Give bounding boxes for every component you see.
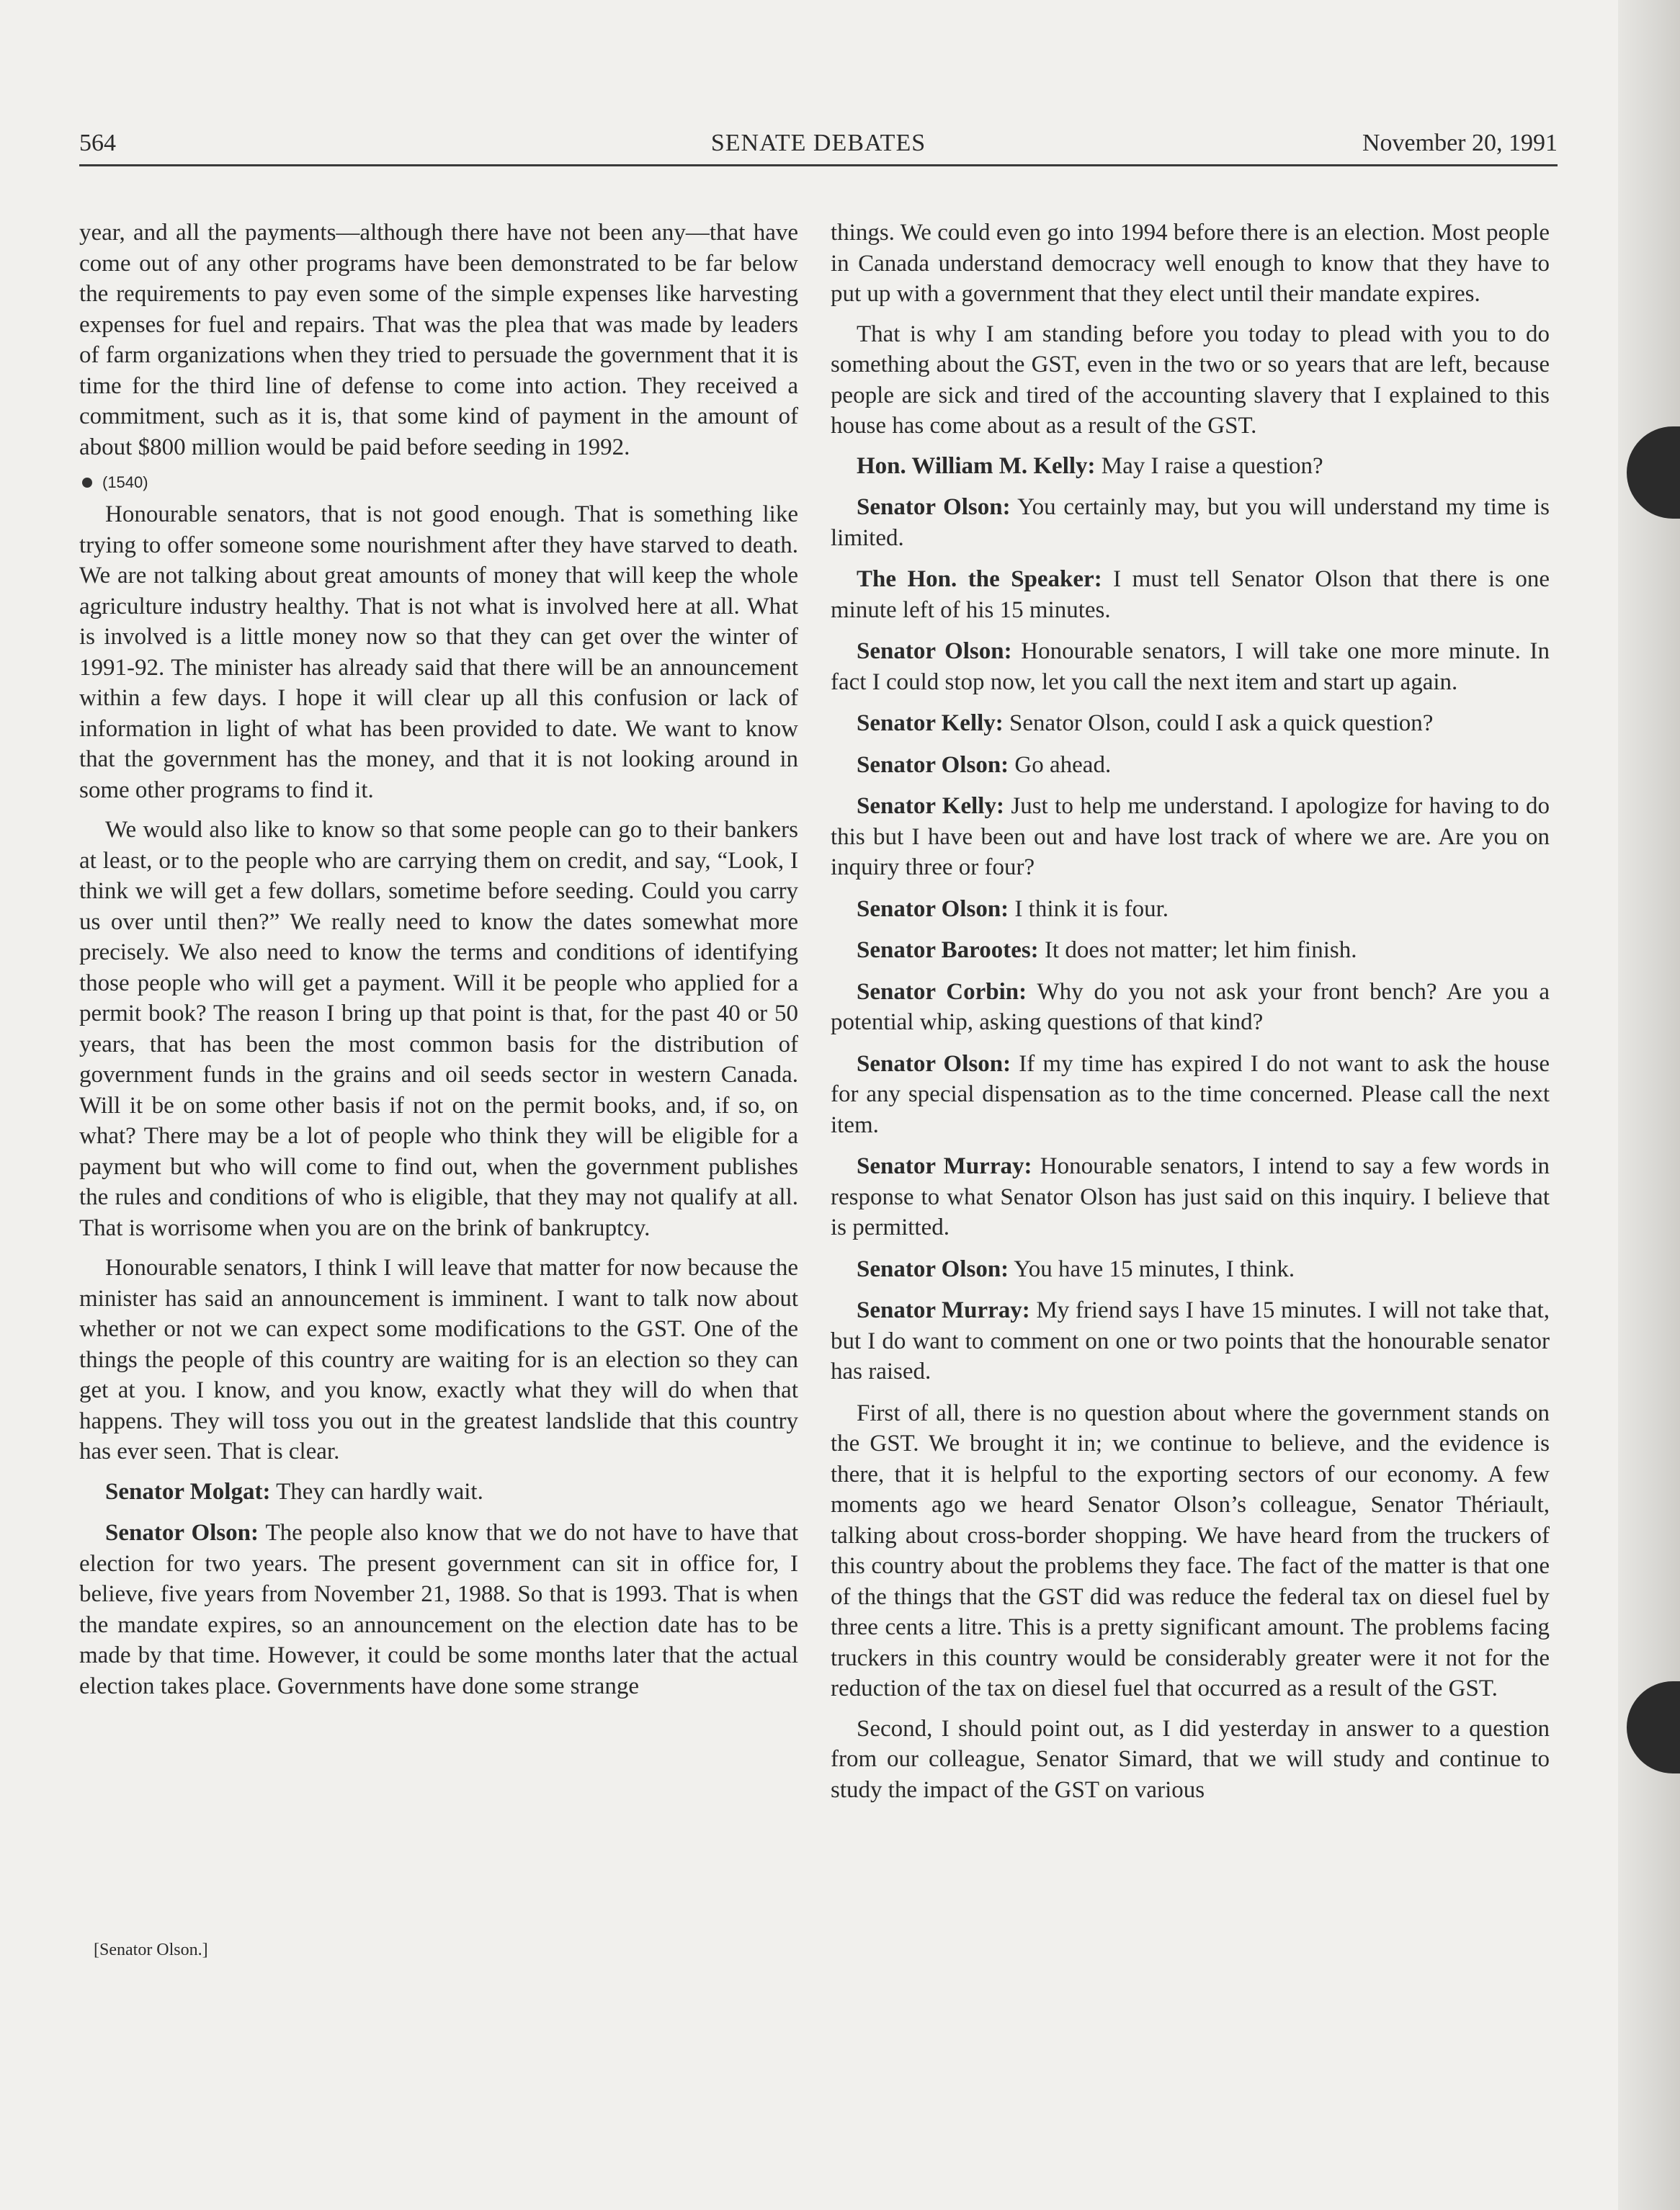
speech-text: I must tell Senator Olson that there is one minute left of his 15 minutes. (831, 566, 1550, 623)
speaker-turn (79, 1518, 798, 1701)
speaker-name: Senator Olson: (857, 751, 1009, 778)
speaker-turn (831, 492, 1550, 553)
speech-text: Honourable senators, I will take one more minute. In fact I could stop now, let you call the next item and start up again. (831, 638, 1550, 695)
speech-text: Just to help me understand. I apologize for having to do this but I have been out and have lost track of where we are. Are you on inquiry three or four? (831, 793, 1550, 880)
time-marker-label: (1540) (102, 473, 148, 491)
speaker-name: The Hon. the Speaker: (857, 566, 1102, 592)
speech-text: You certainly may, but you will understand my time is limited. (831, 494, 1550, 551)
sitting-date: November 20, 1991 (1362, 130, 1558, 156)
speaker-turn (831, 935, 1550, 966)
speech-text: You have 15 minutes, I think. (1014, 1256, 1295, 1282)
speaker-turn (831, 791, 1550, 883)
speech-text: The people also know that we do not have to have that election for two years. The present government can sit in office for, I believe, five years from November 21, 1988. So that is 1993. That is when the mandate expires, so an announcement on the election date has to be made by that time. However, it could be some months later that the actual election takes place. Governments have done some strange (79, 1520, 798, 1699)
speech-text: I think it is four. (1014, 895, 1169, 922)
continued-speaker-note: [Senator Olson.] (94, 1941, 208, 1959)
speech-text: Honourable senators, I intend to say a few words in response to what Senator Olson has just said on this inquiry. I believe that is permitted. (831, 1153, 1550, 1240)
right-column (831, 218, 1550, 1805)
paragraph: Honourable senators, I think I will leave that matter for now because the minister has said an announcement is imminent. I want to talk now about whether or not we can expect some modifications to the GST. One of the things the people of this country are waiting for is an election so they can get at you. I know, and you know, exactly what they will do when that happens. They will toss you out in the greatest landslide that this country has ever seen. That is clear. (79, 1255, 798, 1464)
speaker-name: Senator Olson: (857, 638, 1012, 664)
speech-text: Why do you not ask your front bench? Are you a potential whip, asking questions of that kind? (831, 978, 1550, 1035)
speech-text: They can hardly wait. (276, 1478, 483, 1505)
page-edge-shadow (1618, 0, 1680, 2210)
time-marker (82, 472, 798, 493)
page-header (79, 127, 1558, 166)
page-number: 564 (79, 130, 116, 156)
speaker-turn (831, 1151, 1550, 1243)
speaker-name: Senator Murray: (857, 1297, 1030, 1323)
paragraph: That is why I am standing before you today to plead with you to do something about the GST, even in the two or so years that are left, because people are sick and tired of the accounting slavery that I explained to this house has come about as a result of the GST. (831, 321, 1550, 439)
speaker-turn (831, 977, 1550, 1038)
speaker-turn (831, 636, 1550, 697)
speaker-turn (831, 708, 1550, 739)
speaker-turn (831, 1254, 1550, 1285)
speech-text: Senator Olson, could I ask a quick question? (1009, 710, 1434, 736)
paragraph: year, and all the payments—although there have not been any—that have come out of any other programs have been demonstrated to be far below the requirements to pay even some of the simple expenses like harvesting expenses for fuel and repairs. That was the plea that was made by leaders of farm organizations when they tried to persuade the government that it is time for the third line of defense to come into action. They received a commitment, such as it is, that some kind of payment in the amount of about $800 million would be paid before seeding in 1992. (79, 220, 798, 460)
bullet-icon (82, 478, 92, 488)
speaker-turn (831, 1049, 1550, 1141)
speaker-name: Senator Olson: (857, 494, 1011, 520)
speech-text: May I raise a question? (1101, 452, 1323, 479)
speaker-turn (831, 894, 1550, 925)
left-column (79, 218, 798, 1701)
speech-text: It does not matter; let him finish. (1044, 937, 1357, 963)
speaker-turn (831, 451, 1550, 482)
speaker-name: Senator Kelly: (857, 710, 1004, 736)
paragraph: Honourable senators, that is not good enough. That is something like trying to offer someone some nourishment after they have starved to death. We are not talking about great amounts of money that will keep the whole agriculture industry healthy. That is not what is involved here at all. What is involved is a little money now so that they can get over the winter of 1991-92. The minister has already said that there will be an announcement within a few days. I hope it will clear up all this confusion or lack of information in light of what has been provided to date. We want to know that the government has the money, and that it is not looking around in some other programs to find it. (79, 501, 798, 803)
speaker-name: Senator Barootes: (857, 937, 1039, 963)
speaker-name: Senator Olson: (857, 895, 1009, 922)
paragraph: First of all, there is no question about where the government stands on the GST. We brought it in; we continue to believe, and the evidence is there, that it is helpful to the exporting sectors of our economy. A few moments ago we heard Senator Olson’s colleague, Senator Thériault, talking about cross-border shopping. We have heard from the truckers of this country about the problems they face. The fact of the matter is that one of the things that the GST did was reduce the federal tax on diesel fuel by three cents a litre. This is a pretty significant amount. The problems facing truckers in this country would be considerably greater were it not for the reduction of the tax on diesel fuel that occurred as a result of the GST. (831, 1400, 1550, 1701)
speaker-name: Hon. William M. Kelly: (857, 452, 1096, 479)
speaker-name: Senator Kelly: (857, 793, 1004, 819)
speech-text: If my time has expired I do not want to ask the house for any special dispensation as to the time concerned. Please call the next item. (831, 1050, 1550, 1138)
speaker-name: Senator Molgat: (105, 1478, 271, 1505)
speech-text: Go ahead. (1014, 751, 1112, 778)
speaker-name: Senator Olson: (105, 1520, 259, 1546)
paragraph: Second, I should point out, as I did yesterday in answer to a question from our colleague, Senator Simard, that we will study and continue to study the impact of the GST on various (831, 1715, 1550, 1803)
speaker-turn (831, 1295, 1550, 1387)
speaker-name: Senator Olson: (857, 1050, 1011, 1077)
publication-title: SENATE DEBATES (710, 130, 926, 156)
speaker-name: Senator Corbin: (857, 978, 1027, 1005)
speaker-name: Senator Murray: (857, 1153, 1032, 1179)
speaker-turn (831, 564, 1550, 625)
speaker-turn (79, 1477, 798, 1508)
speaker-turn (831, 750, 1550, 781)
paragraph: We would also like to know so that some people can go to their bankers at least, or to the people who are carrying them on credit, and say, “Look, I think we will get a few dollars, sometime before seeding. Could you carry us over until then?” We really need to know the dates somewhat more precisely. We also need to know the terms and conditions of identifying those people who will get a payment. Will it be people who applied for a permit book? The reason I bring up that point is that, for the past 40 or 50 years, that has been the most common basis for the distribution of government funds in the grains and oil seeds sector in western Canada. Will it be on some other basis if not on the permit books, and, if so, on what? There may be a lot of people who think they will be eligible for a payment but who will come to find out, when the government publishes the rules and conditions of who is eligible, that they may not qualify at all. That is worrisome when you are on the brink of bankruptcy. (79, 817, 798, 1241)
paragraph: things. We could even go into 1994 before there is an election. Most people in Canada understand democracy well enough to know that they have to put up with a government that they elect until their mandate expires. (831, 220, 1550, 307)
speech-text: My friend says I have 15 minutes. I will not take that, but I do want to comment on one or two points that the honourable senator has raised. (831, 1297, 1550, 1384)
speaker-name: Senator Olson: (857, 1256, 1009, 1282)
